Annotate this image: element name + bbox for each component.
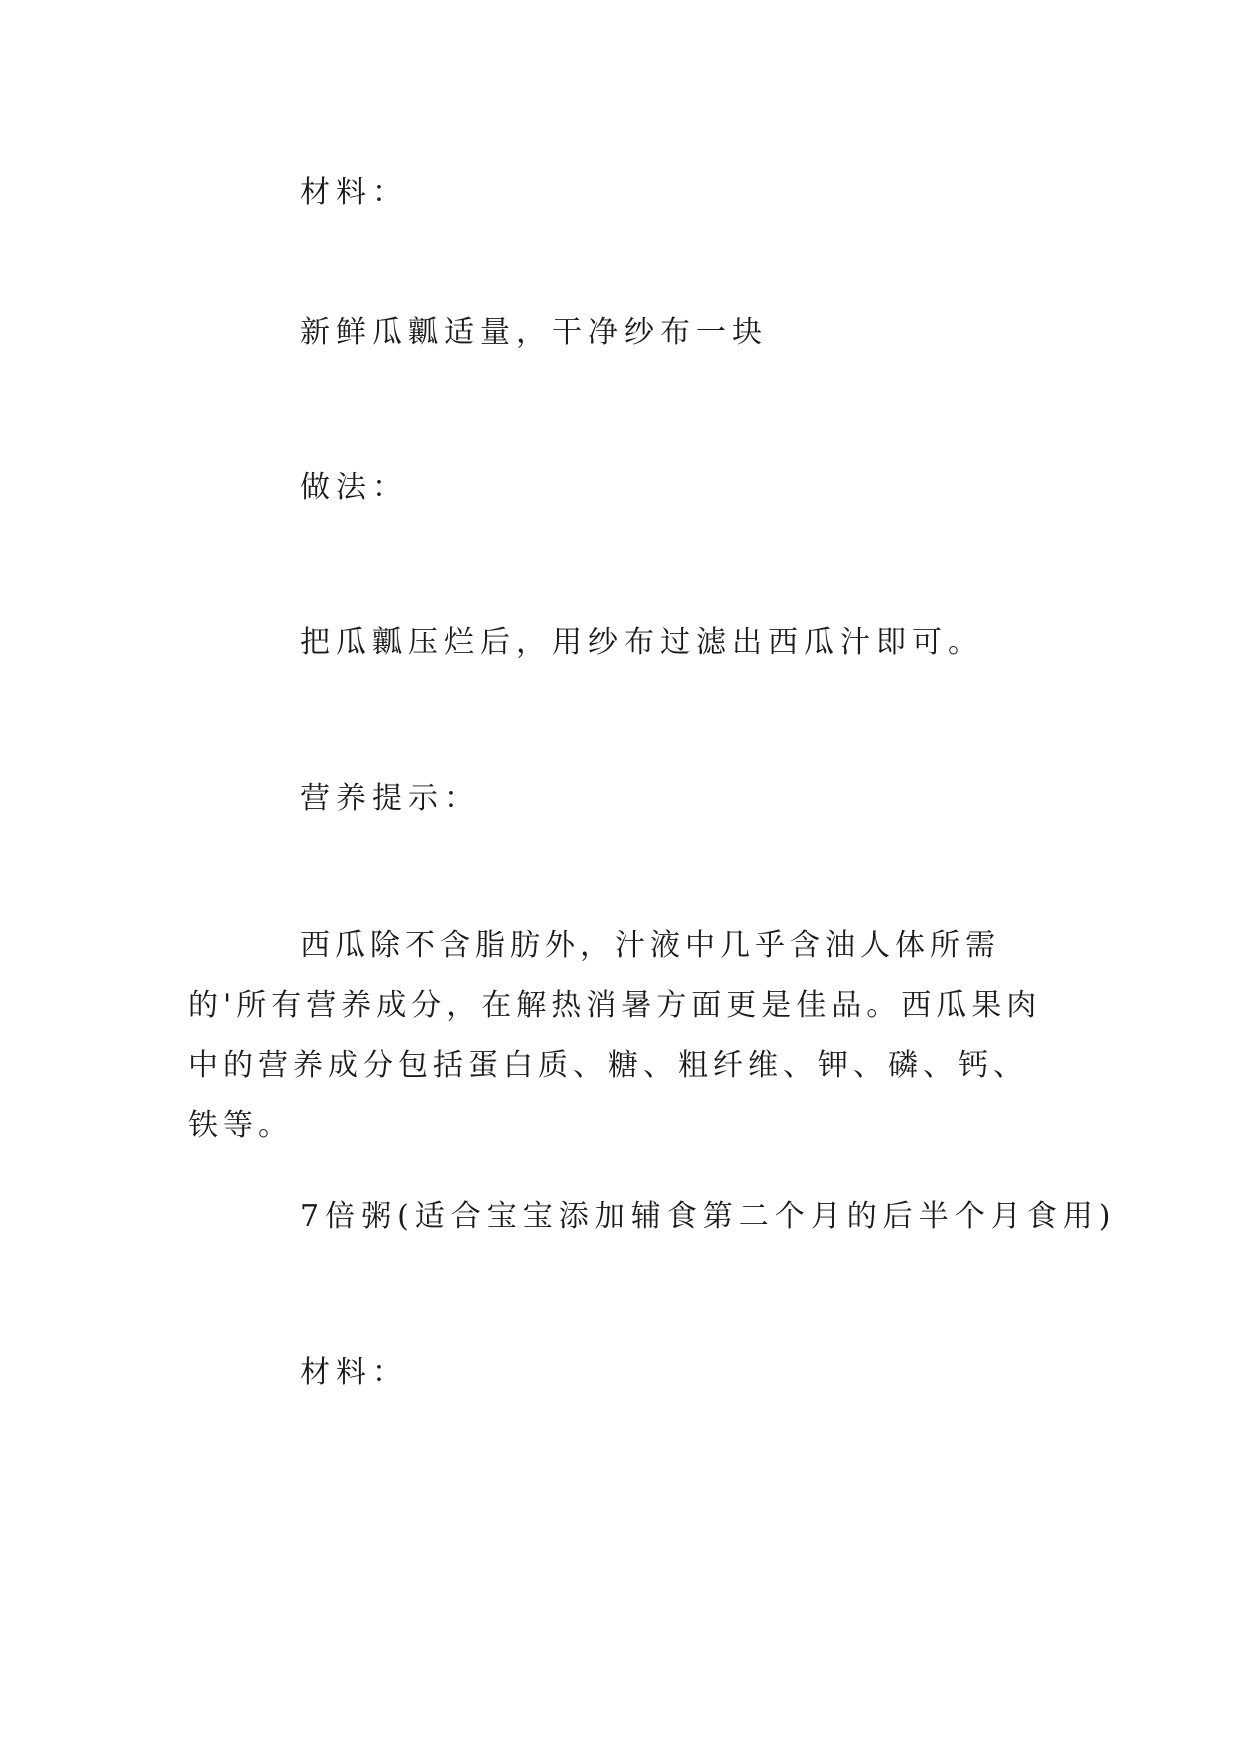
materials-list: 新鲜瓜瓤适量，干净纱布一块 [300,315,768,350]
heading-nutrition-tip: 营养提示： [300,781,480,816]
nutrition-tip-text: 西瓜除不含脂肪外，汁液中几乎含油人体所需的'所有营养成分，在解热消暑方面更是佳品。西瓜果肉中的营养成分包括蛋白质、糖、粗纤维、钾、磷、钙、铁等。 [188,928,1042,1143]
method-text: 把瓜瓤压烂后，用纱布过滤出西瓜汁即可。 [300,625,984,660]
heading-materials: 材料： [300,175,408,210]
heading-materials-2: 材料： [300,1355,408,1390]
recipe-title: 7倍粥(适合宝宝添加辅食第二个月的后半个月食用) [300,1199,1117,1234]
heading-method: 做法： [300,470,408,505]
